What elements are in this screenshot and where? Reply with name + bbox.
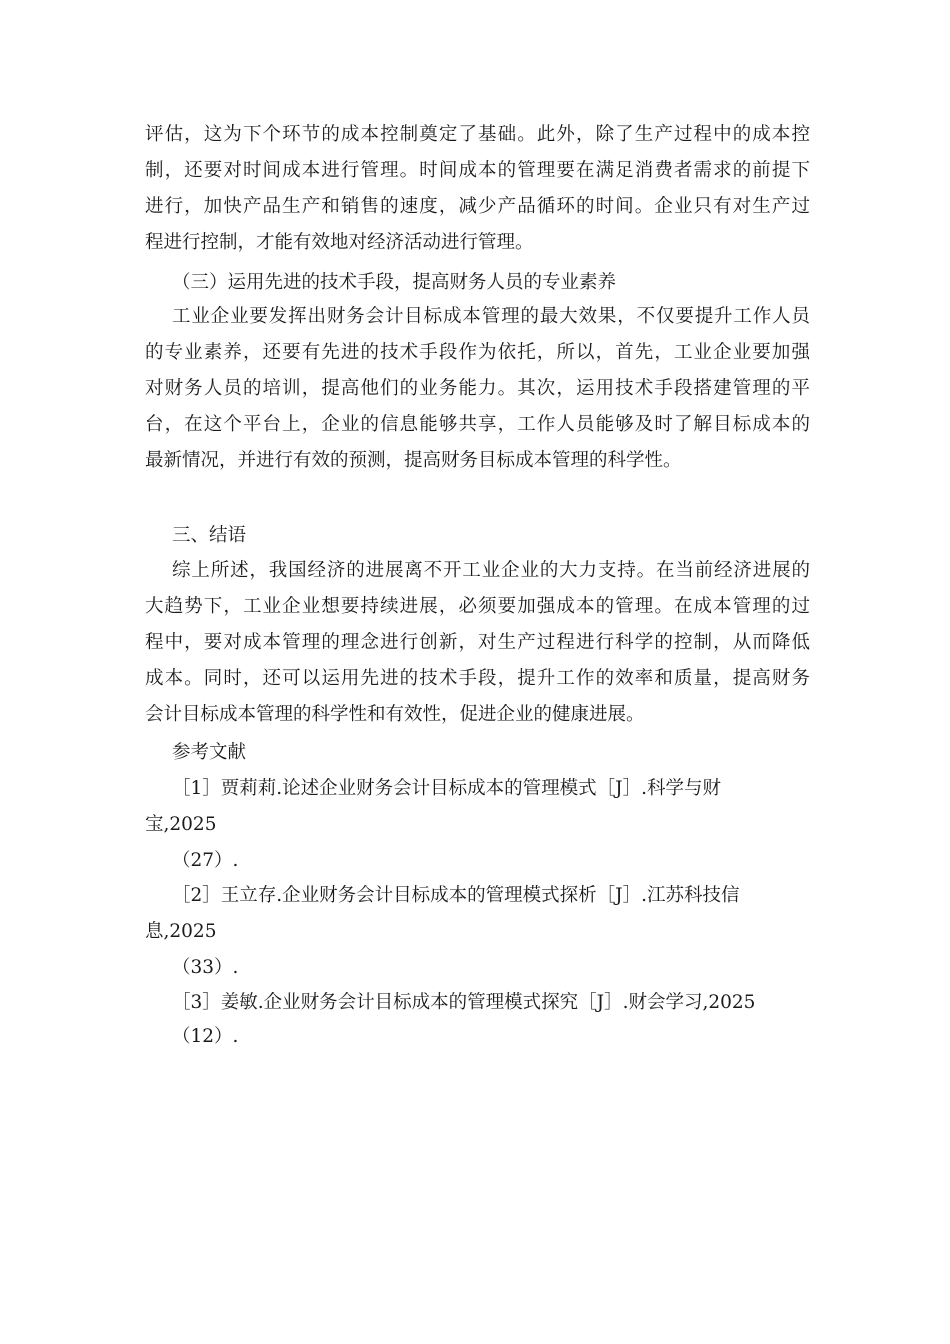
text-line: 最新情况，并进行有效的预测，提高财务目标成本管理的科学性。 bbox=[145, 450, 682, 471]
references-title: 参考文献 bbox=[172, 742, 247, 763]
reference-item-2-cont: 息,2025 bbox=[145, 921, 217, 942]
text-line: 评估，这为下个环节的成本控制奠定了基础。此外，除了生产过程中的成本控 bbox=[145, 124, 810, 145]
reference-item-3: ［3］姜敏.企业财务会计目标成本的管理模式探究［J］.财会学习,2025 bbox=[172, 992, 756, 1013]
text-line: 程中，要对成本管理的理念进行创新，对生产过程进行科学的控制，从而降低 bbox=[145, 632, 810, 653]
reference-item-2: ［2］王立存.企业财务会计目标成本的管理模式探析［J］.江苏科技信 bbox=[172, 885, 740, 906]
text-line: 对财务人员的培训，提高他们的业务能力。其次，运用技术手段搭建管理的平 bbox=[145, 378, 810, 399]
text-line: 台，在这个平台上，企业的信息能够共享，工作人员能够及时了解目标成本的 bbox=[145, 414, 810, 435]
text-line: 综上所述，我国经济的进展离不开工业企业的大力支持。在当前经济进展的 bbox=[172, 560, 810, 581]
reference-item-3-issue: （12）. bbox=[172, 1026, 239, 1047]
text-line: 大趋势下，工业企业想要持续进展，必须要加强成本的管理。在成本管理的过 bbox=[145, 596, 810, 617]
text-line: 制，还要对时间成本进行管理。时间成本的管理要在满足消费者需求的前提下 bbox=[145, 160, 810, 181]
reference-item-2-issue: （33）. bbox=[172, 957, 239, 978]
text-line: 成本。同时，还可以运用先进的技术手段，提升工作的效率和质量，提高财务 bbox=[145, 668, 810, 689]
text-line: 进行，加快产品生产和销售的速度，减少产品循环的时间。企业只有对生产过 bbox=[145, 196, 810, 217]
reference-item-1-issue: （27）. bbox=[172, 850, 239, 871]
text-line: 会计目标成本管理的科学性和有效性，促进企业的健康进展。 bbox=[145, 704, 645, 725]
reference-item-1-cont: 宝,2025 bbox=[145, 814, 217, 835]
reference-item-1: ［1］贾莉莉.论述企业财务会计目标成本的管理模式［J］.科学与财 bbox=[172, 778, 721, 799]
section-heading-conclusion: 三、结语 bbox=[172, 525, 247, 546]
text-line: 程进行控制，才能有效地对经济活动进行管理。 bbox=[145, 232, 534, 253]
subsection-heading: （三）运用先进的技术手段，提高财务人员的专业素养 bbox=[172, 272, 617, 293]
text-line: 的专业素养，还要有先进的技术手段作为依托，所以，首先，工业企业要加强 bbox=[145, 342, 810, 363]
text-line: 工业企业要发挥出财务会计目标成本管理的最大效果，不仅要提升工作人员 bbox=[172, 306, 810, 327]
